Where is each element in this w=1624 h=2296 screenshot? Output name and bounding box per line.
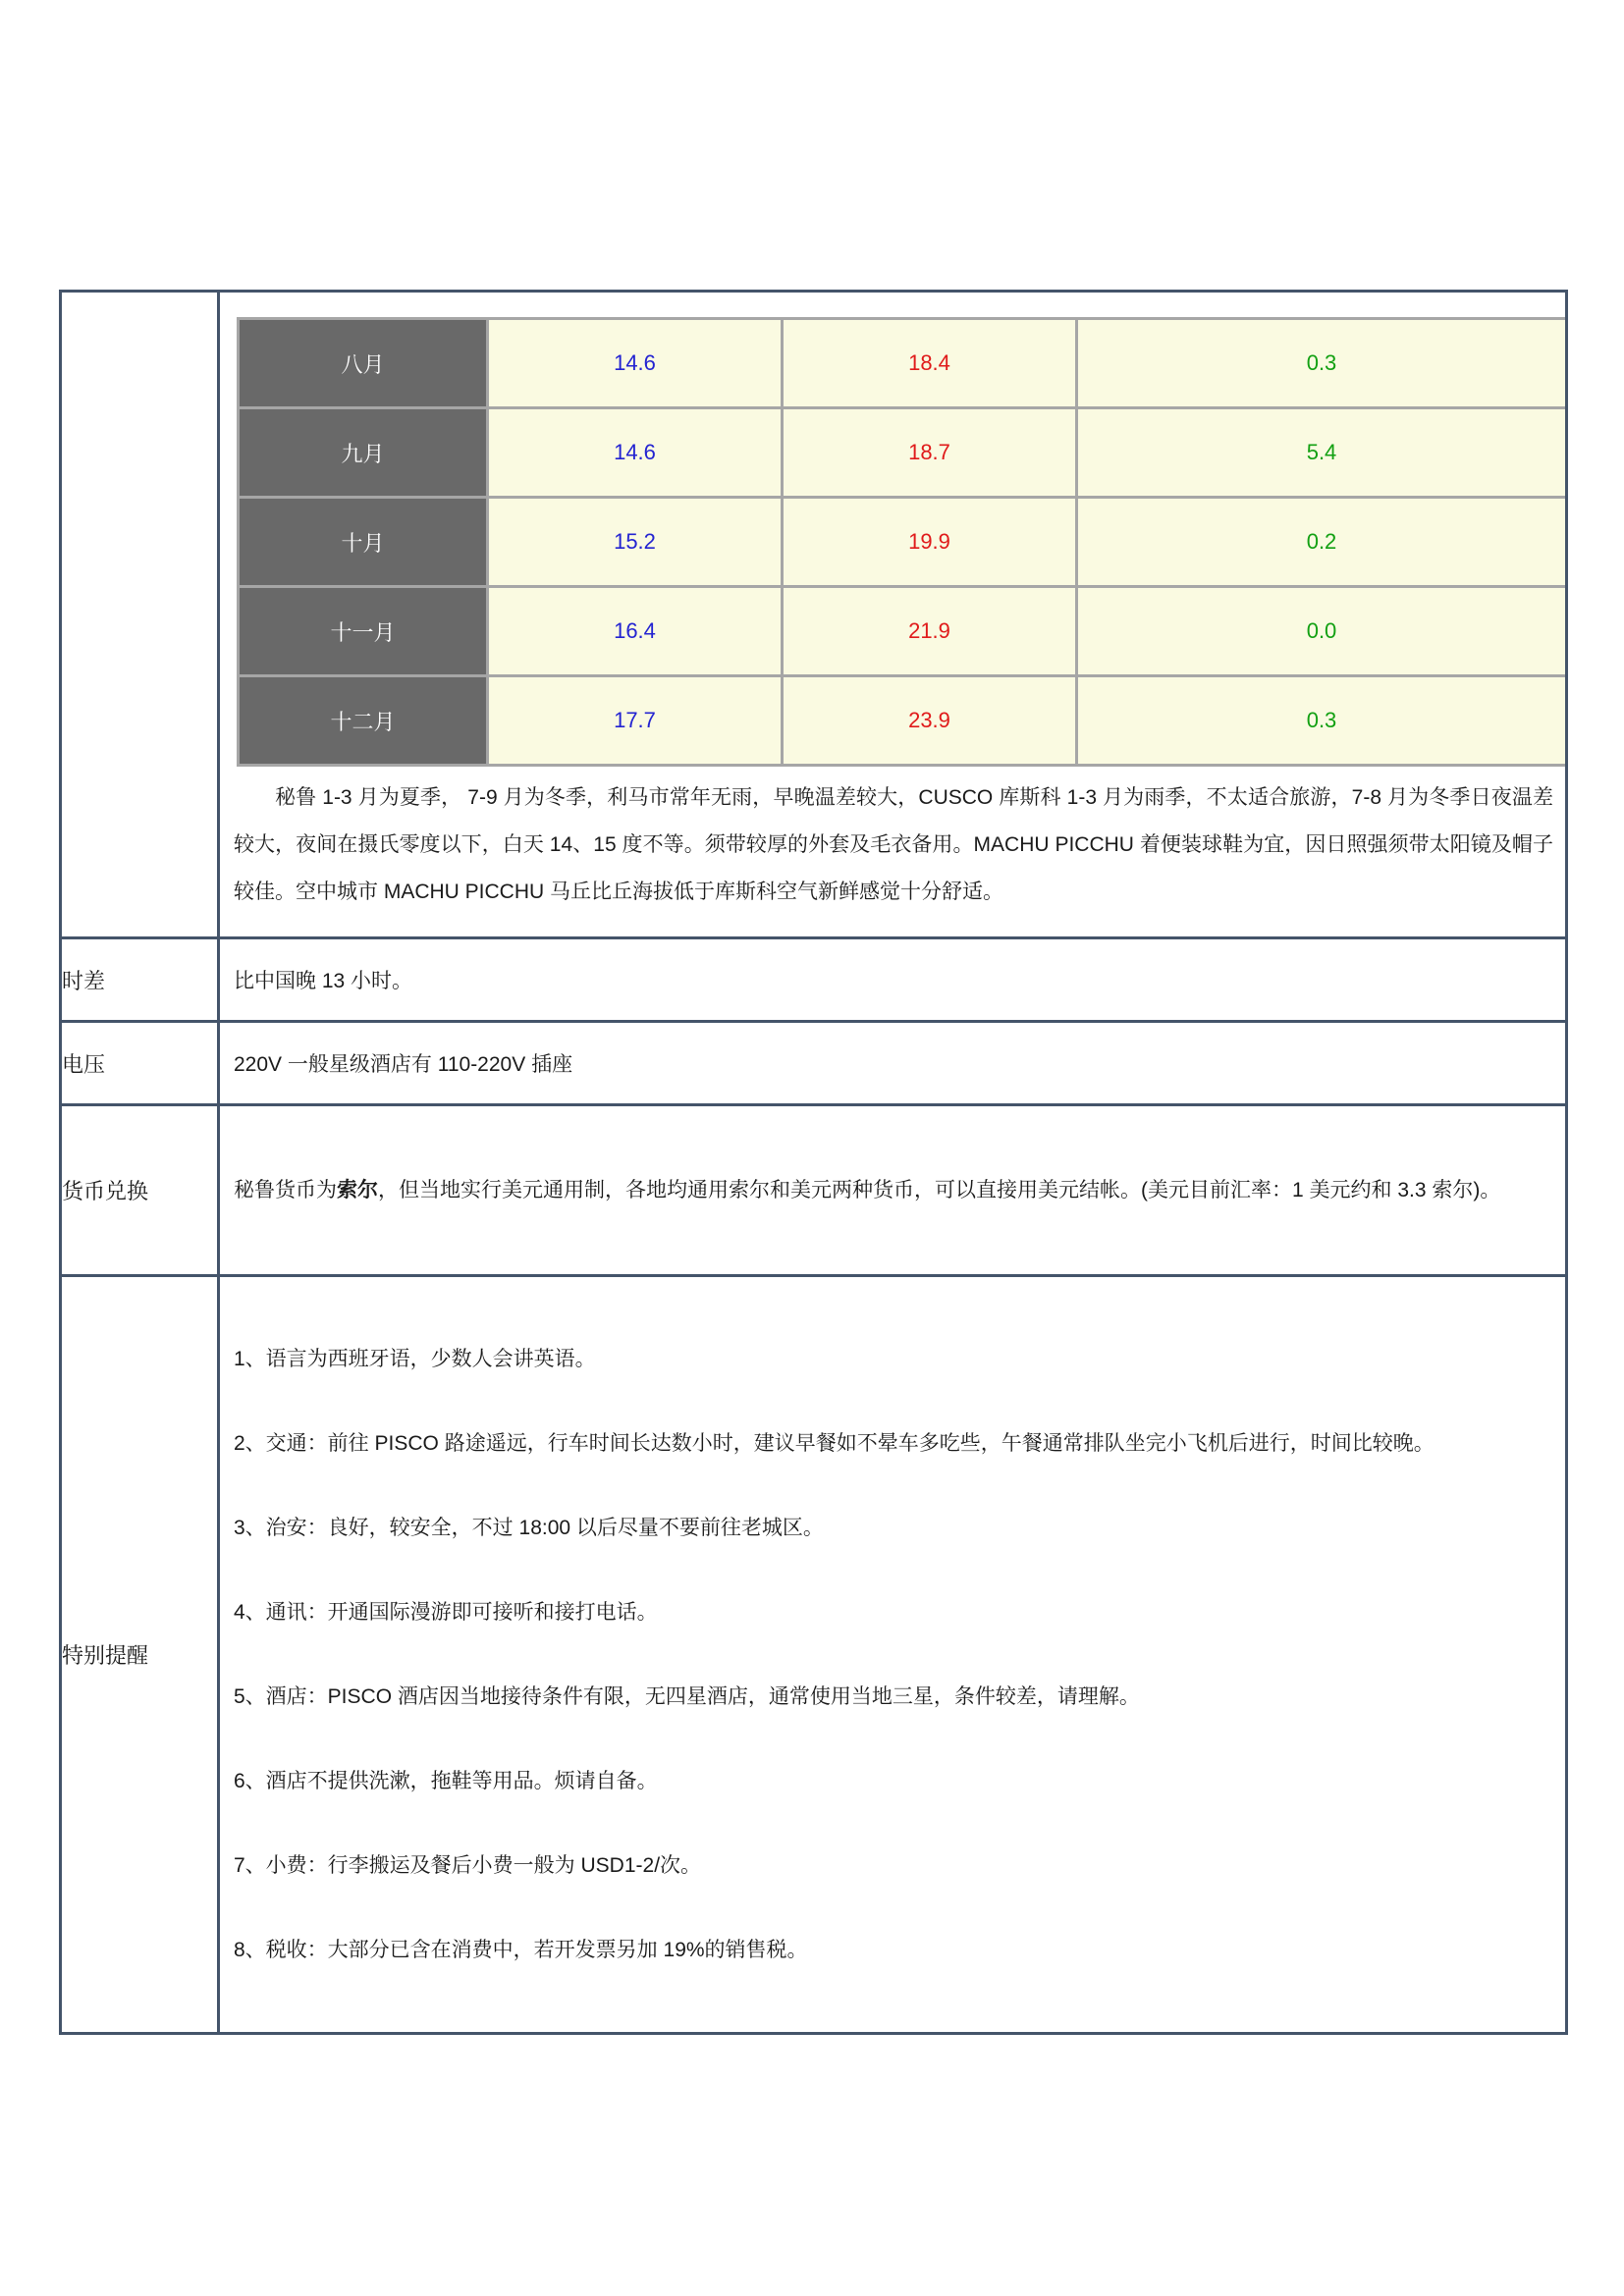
time-diff-label: 时差 <box>61 938 219 1022</box>
reminder-list <box>220 1317 1565 1993</box>
reminders-content-cell <box>219 1276 1567 2034</box>
value-cell: 18.7 <box>783 408 1077 498</box>
currency-text <box>220 1148 1565 1234</box>
month-cell: 十一月 <box>239 587 488 676</box>
currency-label: 货币兑换 <box>61 1105 219 1276</box>
time-diff-text: 比中国晚 13 小时。 <box>234 970 413 992</box>
climate-table <box>237 317 1568 767</box>
time-diff-content-cell <box>219 938 1567 1022</box>
reminders-label: 特别提醒 <box>61 1276 219 2034</box>
currency-text-bold: 索尔 <box>337 1178 378 1201</box>
table-row <box>61 1105 1567 1276</box>
table-row <box>61 1276 1567 2034</box>
month-cell: 八月 <box>239 319 488 408</box>
table-row <box>239 319 1567 408</box>
value-cell: 5.4 <box>1077 408 1567 498</box>
climate-note-paragraph: 秘鲁 1-3 月为夏季， 7-9 月为冬季，利马市常年无雨，早晚温差较大，CUSCO 库斯科 1-3 月为雨季，不太适合旅游，7-8 月为冬季日夜温差较大，夜间在摄氏零度以下，白天 14、15 度不等。须带较厚的外套及毛衣备用。MACHU PICCHU 着便装球鞋为宜，因日照强须带太阳镜及帽子较佳。空中城市 MACHU PICCHU 马丘比丘海拔低于库斯科空气新鲜感觉十分舒适。 <box>234 786 1553 903</box>
voltage-label: 电压 <box>61 1022 219 1105</box>
table-row <box>61 938 1567 1022</box>
table-row <box>239 498 1567 587</box>
currency-text-suffix: ，但当地实行美元通用制，各地均通用索尔和美元两种货币，可以直接用美元结帐。(美元目前汇率：1 美元约和 3.3 索尔)。 <box>378 1178 1501 1201</box>
table-row <box>61 1022 1567 1105</box>
voltage-content-cell <box>219 1022 1567 1105</box>
list-item: 7、小费：行李搬运及餐后小费一般为 USD1-2/次。 <box>234 1853 702 1877</box>
list-item: 2、交通：前往 PISCO 路途遥远，行车时间长达数小时，建议早餐如不晕车多吃些，午餐通常排队坐完小飞机后进行，时间比较晚。 <box>234 1431 1435 1455</box>
value-cell: 0.3 <box>1077 676 1567 766</box>
value-cell: 23.9 <box>783 676 1077 766</box>
value-cell: 16.4 <box>488 587 783 676</box>
currency-text-prefix: 秘鲁货币为 <box>234 1178 337 1201</box>
info-table <box>59 290 1568 2035</box>
value-cell: 15.2 <box>488 498 783 587</box>
list-item: 4、通讯：开通国际漫游即可接听和接打电话。 <box>234 1600 658 1624</box>
climate-row-label-empty <box>61 292 219 938</box>
value-cell: 0.2 <box>1077 498 1567 587</box>
value-cell: 14.6 <box>488 319 783 408</box>
month-cell: 十月 <box>239 498 488 587</box>
value-cell: 19.9 <box>783 498 1077 587</box>
table-row <box>239 587 1567 676</box>
list-item: 5、酒店：PISCO 酒店因当地接待条件有限，无四星酒店，通常使用当地三星，条件较差，请理解。 <box>234 1684 1140 1708</box>
table-row <box>239 408 1567 498</box>
list-item: 8、税收：大部分已含在消费中，若开发票另加 19%的销售税。 <box>234 1938 808 1961</box>
value-cell: 21.9 <box>783 587 1077 676</box>
month-cell: 十二月 <box>239 676 488 766</box>
voltage-text: 220V 一般星级酒店有 110-220V 插座 <box>234 1053 573 1076</box>
table-row <box>61 292 1567 938</box>
value-cell: 18.4 <box>783 319 1077 408</box>
climate-row-content <box>219 292 1567 938</box>
list-item: 3、治安：良好，较安全，不过 18:00 以后尽量不要前往老城区。 <box>234 1516 824 1539</box>
list-item: 1、语言为西班牙语，少数人会讲英语。 <box>234 1347 596 1370</box>
currency-content-cell <box>219 1105 1567 1276</box>
value-cell: 0.0 <box>1077 587 1567 676</box>
value-cell: 0.3 <box>1077 319 1567 408</box>
value-cell: 17.7 <box>488 676 783 766</box>
list-item: 6、酒店不提供洗漱，拖鞋等用品。烦请自备。 <box>234 1769 658 1792</box>
value-cell: 14.6 <box>488 408 783 498</box>
month-cell: 九月 <box>239 408 488 498</box>
table-row <box>239 676 1567 766</box>
